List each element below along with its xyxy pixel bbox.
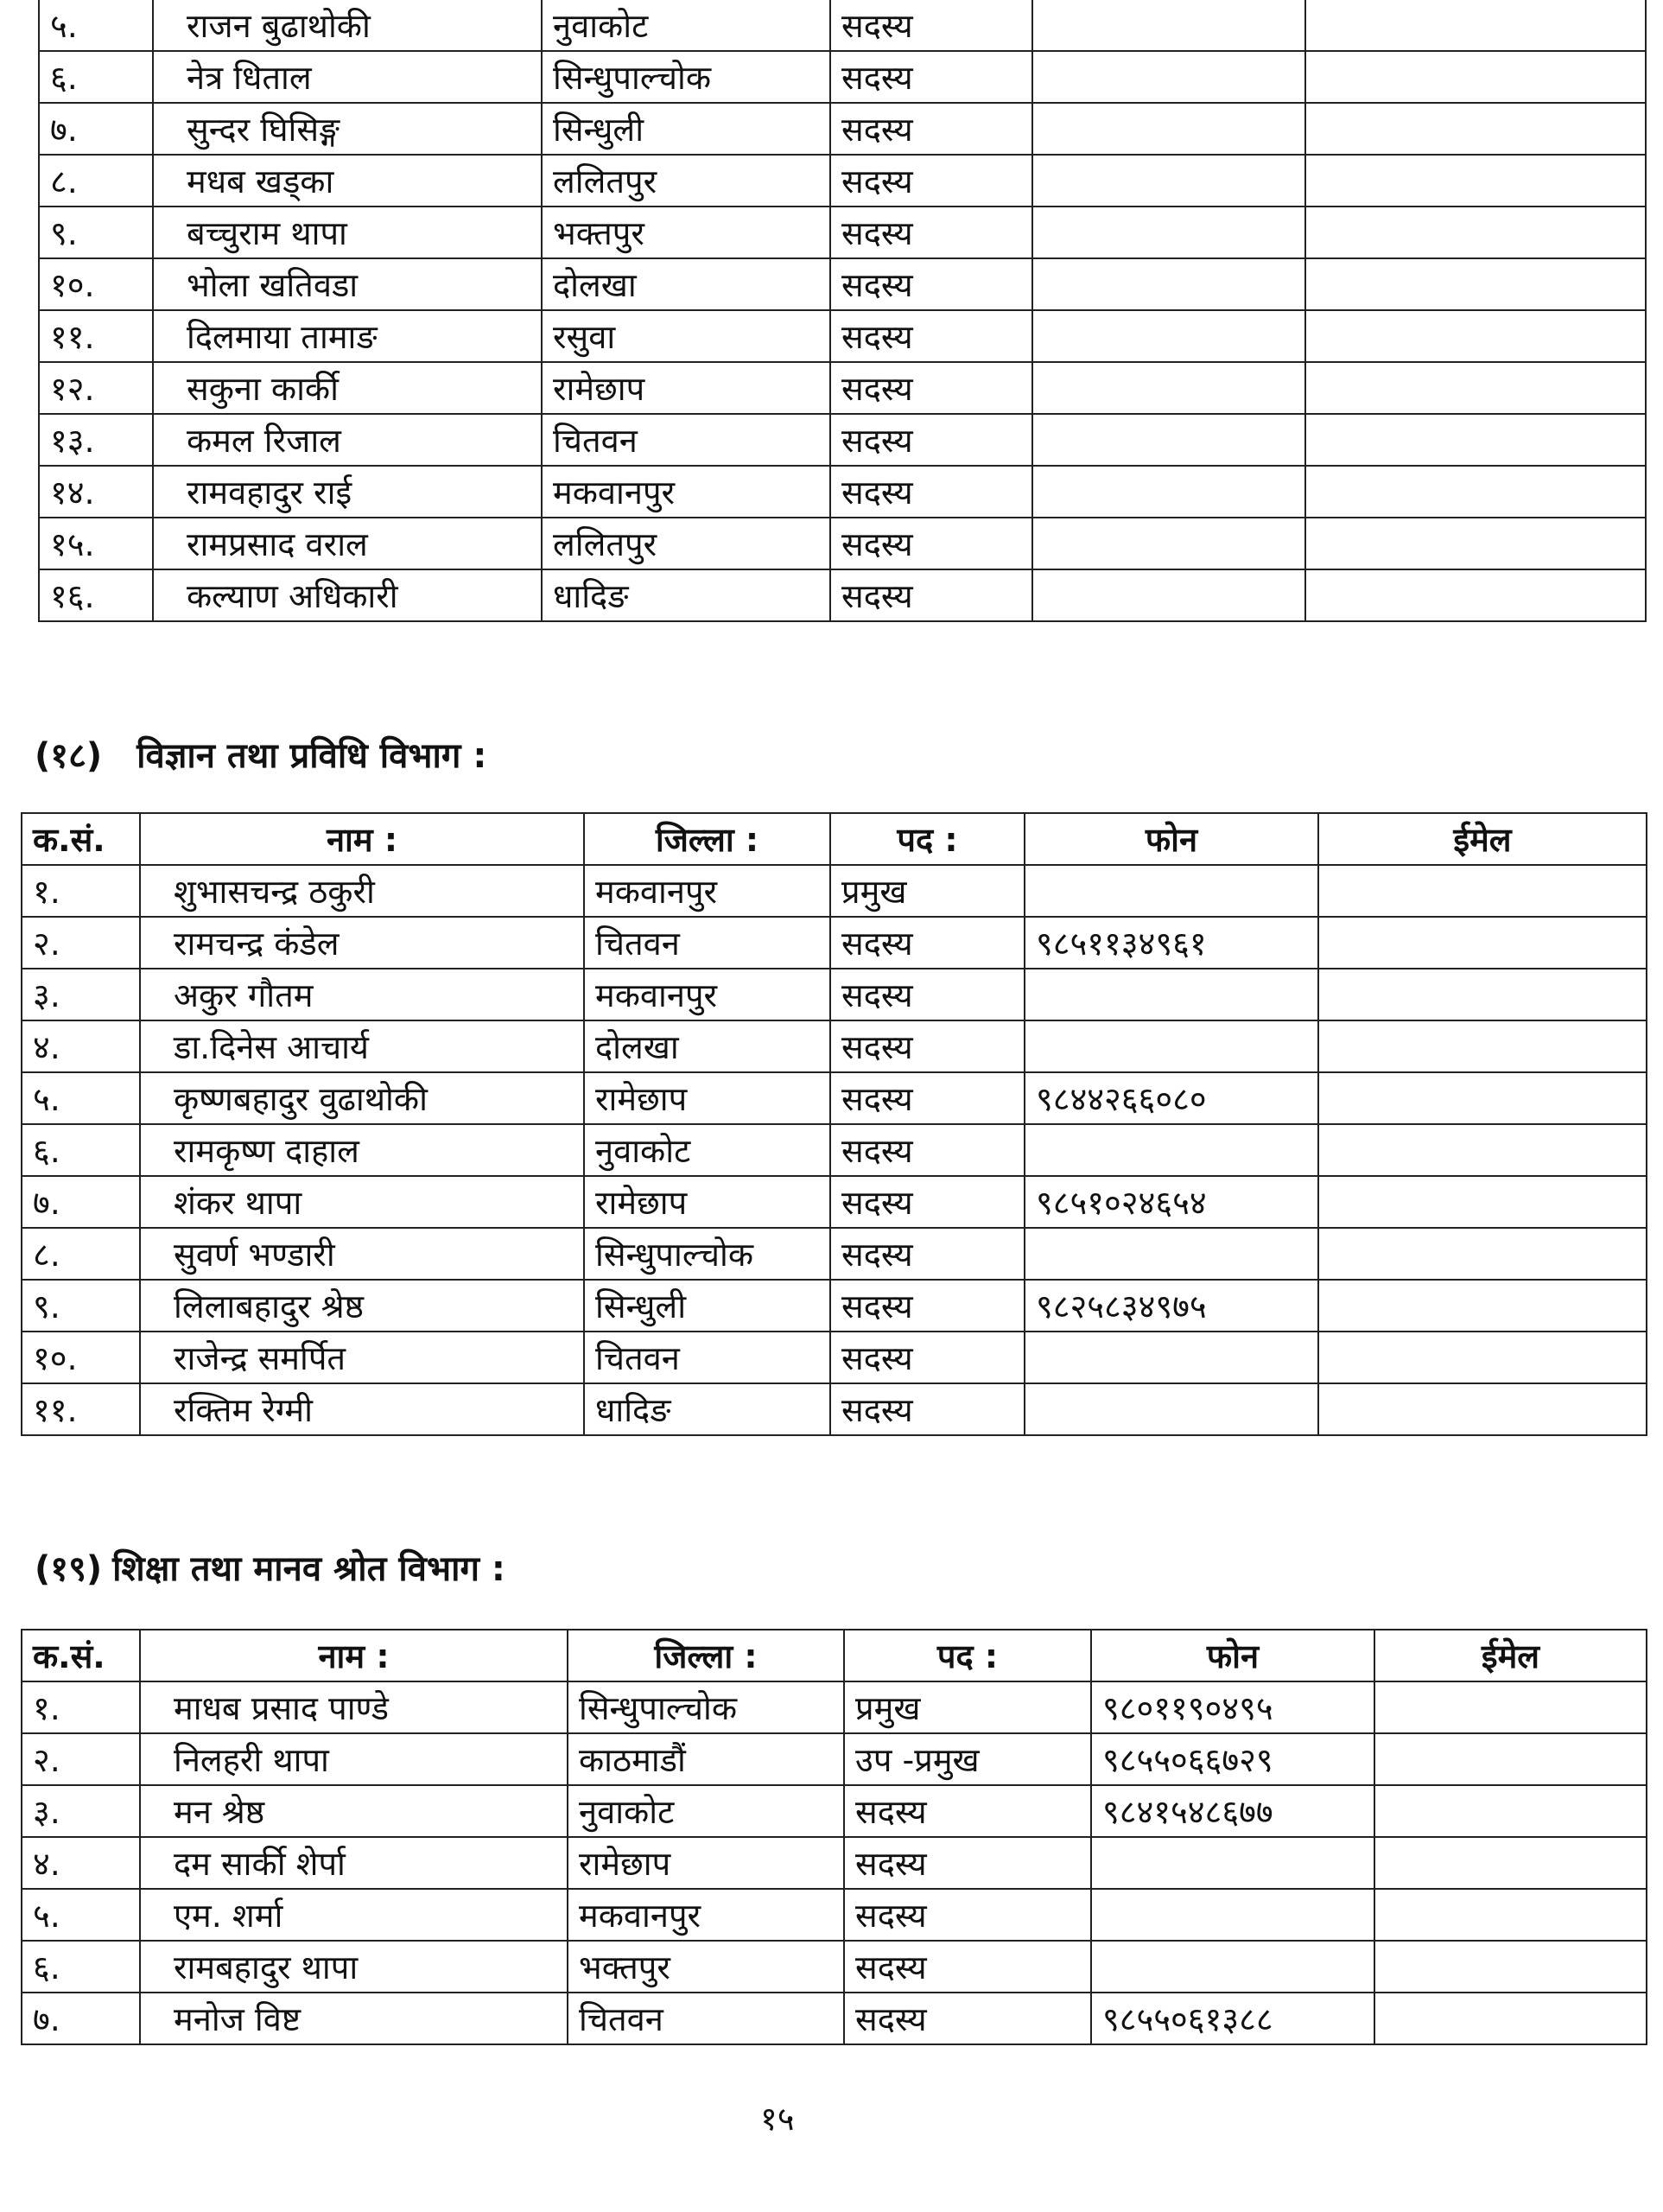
email-cell [1305, 362, 1646, 414]
table-row [22, 1280, 1647, 1332]
serial-no-cell: ७. [22, 1993, 140, 2044]
table-row [39, 362, 1646, 414]
name-cell: बच्चुराम थापा [153, 207, 542, 258]
name-cell: सकुना कार्की [153, 362, 542, 414]
post-cell: सदस्य [830, 1020, 1025, 1072]
table-row [39, 0, 1646, 51]
phone-cell [1025, 1124, 1318, 1176]
district-cell: भक्तपुर [542, 207, 830, 258]
post-cell: सदस्य [844, 1941, 1091, 1993]
email-cell [1374, 1785, 1647, 1837]
email-cell [1318, 865, 1647, 917]
name-cell: नेत्र धिताल [153, 51, 542, 103]
section-heading-science-technology [35, 730, 486, 778]
serial-no-cell: १४. [39, 466, 153, 518]
post-cell: सदस्य [830, 155, 1032, 207]
post-cell: सदस्य [844, 1889, 1091, 1941]
serial-no-cell: १२. [39, 362, 153, 414]
table-row [39, 155, 1646, 207]
post-cell: सदस्य [830, 969, 1025, 1020]
header-phone: फोन [1025, 813, 1318, 865]
table-row [22, 1020, 1647, 1072]
header-district: जिल्ला : [584, 813, 830, 865]
district-cell: धादिङ [584, 1383, 830, 1435]
phone-cell: ९८५५०६१३८८ [1091, 1993, 1374, 2044]
post-cell: सदस्य [830, 569, 1032, 621]
post-cell: सदस्य [830, 207, 1032, 258]
table-row [22, 1176, 1647, 1228]
district-cell: सिन्धुपाल्चोक [542, 51, 830, 103]
serial-no-cell: ८. [22, 1228, 140, 1280]
name-cell: माधब प्रसाद पाण्डे [140, 1681, 568, 1733]
serial-no-cell: ६. [22, 1124, 140, 1176]
email-cell [1305, 414, 1646, 466]
name-cell: अकुर गौतम [140, 969, 584, 1020]
serial-no-cell: १. [22, 865, 140, 917]
table-row [39, 518, 1646, 569]
name-cell: रामवहादुर राई [153, 466, 542, 518]
header-phone: फोन [1091, 1630, 1374, 1681]
phone-cell [1025, 1383, 1318, 1435]
email-cell [1305, 0, 1646, 51]
serial-no-cell: ६. [22, 1941, 140, 1993]
email-cell [1318, 1020, 1647, 1072]
science-technology-members-body [22, 865, 1647, 1435]
serial-no-cell: १३. [39, 414, 153, 466]
serial-no-cell: १. [22, 1681, 140, 1733]
table-row [22, 1228, 1647, 1280]
table-row [39, 414, 1646, 466]
name-cell: लिलाबहादुर श्रेष्ठ [140, 1280, 584, 1332]
post-cell: सदस्य [830, 917, 1025, 969]
district-cell: दोलखा [542, 258, 830, 310]
email-cell [1374, 1837, 1647, 1889]
table-row [39, 569, 1646, 621]
education-hr-members-body [22, 1681, 1647, 2044]
email-cell [1305, 466, 1646, 518]
table-row [22, 1941, 1647, 1993]
serial-no-cell: १०. [39, 258, 153, 310]
header-post: पद : [844, 1630, 1091, 1681]
section-title: शिक्षा तथा मानव श्रोत विभाग : [112, 1549, 505, 1589]
phone-cell [1032, 569, 1305, 621]
name-cell: रक्तिम रेग्मी [140, 1383, 584, 1435]
table-row [22, 917, 1647, 969]
section-number: (१८) [35, 736, 103, 776]
post-cell: सदस्य [830, 466, 1032, 518]
table-row [39, 51, 1646, 103]
district-cell: नुवाकोट [568, 1785, 844, 1837]
post-cell: सदस्य [830, 414, 1032, 466]
serial-no-cell: ९. [22, 1280, 140, 1332]
post-cell: सदस्य [830, 310, 1032, 362]
post-cell: सदस्य [830, 51, 1032, 103]
phone-cell [1025, 1228, 1318, 1280]
email-cell [1318, 969, 1647, 1020]
phone-cell [1091, 1941, 1374, 1993]
name-cell: एम. शर्मा [140, 1889, 568, 1941]
serial-no-cell: ४. [22, 1837, 140, 1889]
email-cell [1305, 518, 1646, 569]
district-cell: मकवानपुर [542, 466, 830, 518]
phone-cell: ९८०११९०४९५ [1091, 1681, 1374, 1733]
table-row [22, 1733, 1647, 1785]
phone-cell: ९८५५०६६७२९ [1091, 1733, 1374, 1785]
district-cell: रामेछाप [584, 1176, 830, 1228]
post-cell: उप -प्रमुख [844, 1733, 1091, 1785]
phone-cell [1032, 466, 1305, 518]
email-cell [1305, 258, 1646, 310]
phone-cell [1032, 310, 1305, 362]
phone-cell [1091, 1889, 1374, 1941]
post-cell: सदस्य [830, 518, 1032, 569]
phone-cell [1025, 1020, 1318, 1072]
email-cell [1318, 1280, 1647, 1332]
email-cell [1318, 1228, 1647, 1280]
table-row [39, 258, 1646, 310]
email-cell [1305, 103, 1646, 155]
name-cell: भोला खतिवडा [153, 258, 542, 310]
post-cell: सदस्य [844, 1785, 1091, 1837]
phone-cell [1032, 51, 1305, 103]
district-cell: चितवन [542, 414, 830, 466]
phone-cell [1032, 258, 1305, 310]
email-cell [1374, 1941, 1647, 1993]
district-cell: रामेछाप [568, 1837, 844, 1889]
email-cell [1318, 1332, 1647, 1383]
district-cell: चितवन [584, 1332, 830, 1383]
district-cell: काठमाडौं [568, 1733, 844, 1785]
post-cell: प्रमुख [844, 1681, 1091, 1733]
name-cell: सुन्दर घिसिङ्ग [153, 103, 542, 155]
email-cell [1305, 155, 1646, 207]
name-cell: मन श्रेष्ठ [140, 1785, 568, 1837]
table-row [39, 207, 1646, 258]
district-cell: मकवानपुर [584, 969, 830, 1020]
district-cell: नुवाकोट [542, 0, 830, 51]
name-cell: निलहरी थापा [140, 1733, 568, 1785]
serial-no-cell: ६. [39, 51, 153, 103]
phone-cell [1032, 414, 1305, 466]
post-cell: सदस्य [830, 1124, 1025, 1176]
serial-no-cell: २. [22, 1733, 140, 1785]
post-cell: सदस्य [830, 1332, 1025, 1383]
phone-cell [1032, 207, 1305, 258]
district-cell: नुवाकोट [584, 1124, 830, 1176]
name-cell: राजन बुढाथोकी [153, 0, 542, 51]
post-cell: सदस्य [830, 1280, 1025, 1332]
phone-cell [1025, 865, 1318, 917]
serial-no-cell: १०. [22, 1332, 140, 1383]
district-cell: सिन्धुपाल्चोक [568, 1681, 844, 1733]
header-serial-no: क.सं. [22, 813, 140, 865]
name-cell: रामचन्द्र कंडेल [140, 917, 584, 969]
post-cell: प्रमुख [830, 865, 1025, 917]
post-cell: सदस्य [844, 1837, 1091, 1889]
name-cell: शंकर थापा [140, 1176, 584, 1228]
table-row [22, 1889, 1647, 1941]
name-cell: रामकृष्ण दाहाल [140, 1124, 584, 1176]
email-cell [1305, 569, 1646, 621]
district-cell: सिन्धुली [584, 1280, 830, 1332]
phone-cell [1025, 969, 1318, 1020]
email-cell [1305, 310, 1646, 362]
serial-no-cell: ५. [22, 1072, 140, 1124]
table-header-row [22, 813, 1647, 865]
email-cell [1374, 1993, 1647, 2044]
name-cell: दिलमाया तामाङ [153, 310, 542, 362]
header-serial-no: क.सं. [22, 1630, 140, 1681]
post-cell: सदस्य [830, 362, 1032, 414]
post-cell: सदस्य [830, 103, 1032, 155]
name-cell: मनोज विष्ट [140, 1993, 568, 2044]
phone-cell [1032, 518, 1305, 569]
serial-no-cell: ११. [39, 310, 153, 362]
email-cell [1318, 1072, 1647, 1124]
header-email: ईमेल [1374, 1630, 1647, 1681]
serial-no-cell: ५. [39, 0, 153, 51]
serial-no-cell: ३. [22, 969, 140, 1020]
phone-cell [1091, 1837, 1374, 1889]
name-cell: रामबहादुर थापा [140, 1941, 568, 1993]
post-cell: सदस्य [830, 0, 1032, 51]
header-email: ईमेल [1318, 813, 1647, 865]
phone-cell [1032, 103, 1305, 155]
post-cell: सदस्य [830, 1228, 1025, 1280]
district-cell: मकवानपुर [568, 1889, 844, 1941]
phone-cell [1032, 155, 1305, 207]
post-cell: सदस्य [830, 1072, 1025, 1124]
district-cell: ललितपुर [542, 518, 830, 569]
header-name: नाम : [140, 813, 584, 865]
members-table-continued [38, 0, 1647, 622]
district-cell: धादिङ [542, 569, 830, 621]
name-cell: रामप्रसाद वराल [153, 518, 542, 569]
post-cell: सदस्य [830, 1383, 1025, 1435]
serial-no-cell: ११. [22, 1383, 140, 1435]
phone-cell: ९८५११३४९६१ [1025, 917, 1318, 969]
page-number: १५ [760, 2100, 795, 2138]
post-cell: सदस्य [844, 1993, 1091, 2044]
table-row [22, 1681, 1647, 1733]
table-row [39, 466, 1646, 518]
table-row [22, 1837, 1647, 1889]
email-cell [1374, 1681, 1647, 1733]
name-cell: मधब खड्का [153, 155, 542, 207]
table-row [22, 1072, 1647, 1124]
email-cell [1374, 1733, 1647, 1785]
district-cell: रसुवा [542, 310, 830, 362]
district-cell: ललितपुर [542, 155, 830, 207]
district-cell: दोलखा [584, 1020, 830, 1072]
phone-cell: ९८४४२६६०८० [1025, 1072, 1318, 1124]
table-row [39, 310, 1646, 362]
email-cell [1305, 207, 1646, 258]
table-row [39, 103, 1646, 155]
serial-no-cell: ९. [39, 207, 153, 258]
table-row [22, 1332, 1647, 1383]
phone-cell: ९८४१५४८६७७ [1091, 1785, 1374, 1837]
email-cell [1318, 1124, 1647, 1176]
name-cell: कृष्णबहादुर वुढाथोकी [140, 1072, 584, 1124]
name-cell: कल्याण अधिकारी [153, 569, 542, 621]
serial-no-cell: ८. [39, 155, 153, 207]
education-hr-members-table [21, 1629, 1647, 2045]
phone-cell: ९८५१०२४६५४ [1025, 1176, 1318, 1228]
serial-no-cell: ७. [22, 1176, 140, 1228]
district-cell: चितवन [584, 917, 830, 969]
phone-cell [1032, 362, 1305, 414]
phone-cell [1025, 1332, 1318, 1383]
email-cell [1374, 1889, 1647, 1941]
table-row [22, 1383, 1647, 1435]
section-title: विज्ञान तथा प्रविधि विभाग : [136, 736, 487, 776]
serial-no-cell: १६. [39, 569, 153, 621]
section-heading-education-hr [35, 1543, 505, 1591]
email-cell [1305, 51, 1646, 103]
header-district: जिल्ला : [568, 1630, 844, 1681]
table-row [22, 969, 1647, 1020]
serial-no-cell: ७. [39, 103, 153, 155]
table-row [22, 1785, 1647, 1837]
table-row [22, 1993, 1647, 2044]
table-row [22, 1124, 1647, 1176]
name-cell: दम सार्की शेर्पा [140, 1837, 568, 1889]
name-cell: डा.दिनेस आचार्य [140, 1020, 584, 1072]
serial-no-cell: १५. [39, 518, 153, 569]
district-cell: रामेछाप [542, 362, 830, 414]
serial-no-cell: ४. [22, 1020, 140, 1072]
table-header-row [22, 1630, 1647, 1681]
science-technology-members-table [21, 812, 1647, 1436]
table-row [22, 865, 1647, 917]
name-cell: सुवर्ण भण्डारी [140, 1228, 584, 1280]
email-cell [1318, 917, 1647, 969]
name-cell: राजेन्द्र समर्पित [140, 1332, 584, 1383]
district-cell: चितवन [568, 1993, 844, 2044]
serial-no-cell: ३. [22, 1785, 140, 1837]
post-cell: सदस्य [830, 1176, 1025, 1228]
district-cell: मकवानपुर [584, 865, 830, 917]
post-cell: सदस्य [830, 258, 1032, 310]
serial-no-cell: २. [22, 917, 140, 969]
district-cell: सिन्धुली [542, 103, 830, 155]
email-cell [1318, 1176, 1647, 1228]
phone-cell [1032, 0, 1305, 51]
email-cell [1318, 1383, 1647, 1435]
header-post: पद : [830, 813, 1025, 865]
header-name: नाम : [140, 1630, 568, 1681]
phone-cell: ९८२५८३४९७५ [1025, 1280, 1318, 1332]
district-cell: सिन्धुपाल्चोक [584, 1228, 830, 1280]
district-cell: भक्तपुर [568, 1941, 844, 1993]
section-number: (१९) [35, 1549, 103, 1589]
members-table-continued-body [39, 0, 1646, 621]
district-cell: रामेछाप [584, 1072, 830, 1124]
serial-no-cell: ५. [22, 1889, 140, 1941]
name-cell: शुभासचन्द्र ठकुरी [140, 865, 584, 917]
name-cell: कमल रिजाल [153, 414, 542, 466]
